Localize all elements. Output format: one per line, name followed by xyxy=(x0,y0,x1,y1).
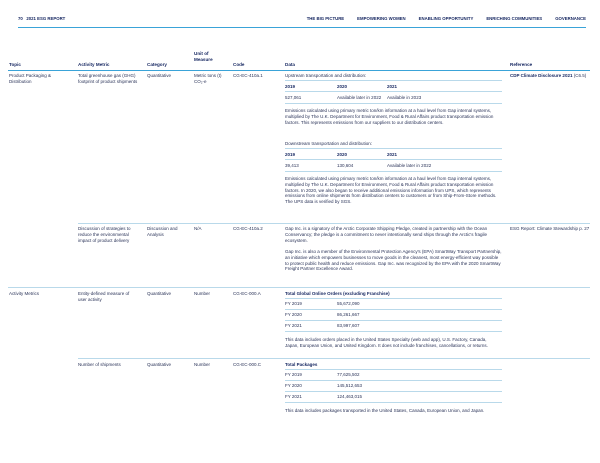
divider xyxy=(285,91,502,92)
value: 130,604 xyxy=(337,163,354,168)
value: Available later in 2022 xyxy=(337,95,382,100)
page-header xyxy=(0,16,600,26)
nav-enriching-communities[interactable]: ENRICHING COMMUNITIES xyxy=(486,16,543,21)
r4-unit: Number xyxy=(194,362,211,367)
r1-upstream-note: Emissions calculated using primary metric ton/km information at a haul level from Gap internal systems, multiplied by The U.K. Department for Environment, Food & Rural Affairs product transportation emission factors. This represents emissions from our suppliers to our distribution centers. xyxy=(285,108,494,125)
r1-upstream-years xyxy=(285,84,397,90)
year: 2020 xyxy=(337,152,348,157)
r3-topic: Activity Metrics xyxy=(9,291,40,296)
col-category: Category xyxy=(147,62,167,67)
year: 2021 xyxy=(387,84,398,89)
divider xyxy=(285,380,502,381)
year: 2019 xyxy=(285,84,296,89)
nav-big-picture[interactable]: THE BIG PICTURE xyxy=(306,16,345,21)
r3-unit: Number xyxy=(194,291,211,296)
r4-row xyxy=(285,383,362,389)
r3-row xyxy=(285,312,360,318)
nav-empowering-women[interactable]: EMPOWERING WOMEN xyxy=(357,16,406,21)
col-code: Code xyxy=(233,62,245,67)
r3-row xyxy=(285,301,360,307)
r1-downstream-years xyxy=(285,152,397,158)
divider xyxy=(285,369,502,370)
year: FY 2020 xyxy=(285,383,302,388)
r3-title: Total Global Online Orders (excluding Franchise) xyxy=(285,291,390,296)
value: 39,413 xyxy=(285,163,299,168)
col-topic: Topic xyxy=(9,62,21,67)
r1-downstream-title: Downstream transportation and distribution: xyxy=(285,141,373,146)
value: Available later in 2022 xyxy=(387,163,432,168)
r2-para2: Gap Inc. is also a member of the Environmental Protection Agency's (EPA) SmartWay Transport Partnership, an initiative which empowers businesses to move goods in the cleanest, most energy-efficient way possible to protect public health and reduce emissions. Gap Inc. was recognized by the EPA with the 2020 SmartWay Freight Partner Excellence Award. xyxy=(285,249,502,272)
table-header-rule xyxy=(8,70,590,71)
report-title: 2021 ESG REPORT xyxy=(26,16,66,21)
col-reference: Reference xyxy=(510,62,533,67)
r1-upstream-title: Upstream transportation and distribution: xyxy=(285,73,367,78)
row-divider xyxy=(78,223,590,224)
r1-unit: Metric tons (t) CO₂-e xyxy=(194,73,222,84)
value: 86,261,667 xyxy=(337,312,360,317)
r1-reference-tail: (C6.5) xyxy=(573,73,587,78)
r3-code: CG-EC-000.A xyxy=(233,291,261,296)
divider xyxy=(285,159,502,160)
r2-code: CG-EC-410a.2 xyxy=(233,226,263,231)
r3-category: Quantitative xyxy=(147,291,172,296)
year: 2021 xyxy=(387,152,398,157)
nav-enabling-opportunity[interactable]: ENABLING OPPORTUNITY xyxy=(418,16,474,21)
r3-metric: Entity-defined measure of user activity xyxy=(78,291,130,302)
year: FY 2021 xyxy=(285,394,302,399)
divider xyxy=(285,320,502,321)
r4-code: CG-EC-000.C xyxy=(233,362,262,367)
page-number: 70 xyxy=(18,16,23,21)
r1-upstream-values xyxy=(285,95,421,101)
year: 2019 xyxy=(285,152,296,157)
col-metric: Activity Metric xyxy=(78,62,110,67)
divider xyxy=(285,391,502,392)
r2-metric: Discussion of strategies to reduce the environmental impact of product delivery xyxy=(78,226,131,243)
r1-category: Quantitative xyxy=(147,73,172,78)
divider xyxy=(285,402,502,403)
r1-topic: Product Packaging & Distribution xyxy=(9,73,52,84)
r1-reference xyxy=(510,73,592,79)
r1-metric: Total greenhouse gas (GHG) footprint of product shipments xyxy=(78,73,138,84)
r1-code: CG-EC-410a.1 xyxy=(233,73,263,78)
r1-downstream-note: Emissions calculated using primary metric ton/km information at a haul level from Gap internal systems, multiplied by The U.K. Department for Environment, Food & Rural Affairs product transportation emission factors. In 2020, we also began to receive additional emissions information from UPS, which represents emissions from online shipments from distribution centers to customers or from Ship-From-Store methods. The UPS data is verified by SGS. xyxy=(285,176,497,205)
year: FY 2019 xyxy=(285,301,302,306)
divider xyxy=(285,148,502,149)
page-id xyxy=(18,16,65,21)
value: 83,997,607 xyxy=(337,323,360,328)
value: 77,625,502 xyxy=(337,372,360,377)
r2-reference: ESG Report: Climate Stewardship p. 27 xyxy=(510,226,590,231)
value: 124,463,015 xyxy=(337,394,363,399)
nav-governance[interactable]: GOVERNANCE xyxy=(555,16,586,21)
divider xyxy=(285,171,502,172)
col-unit: Unit of Measure xyxy=(194,51,213,62)
value: Available in 2023 xyxy=(387,95,422,100)
year: 2020 xyxy=(337,84,348,89)
r4-metric: Number of shipments xyxy=(78,362,121,367)
year: FY 2021 xyxy=(285,323,302,328)
r4-title: Total Packages xyxy=(285,362,318,367)
divider xyxy=(285,298,502,299)
value: 55,672,090 xyxy=(337,301,360,306)
row-divider xyxy=(78,358,590,359)
value: 527,061 xyxy=(285,95,302,100)
r1-downstream-values xyxy=(285,163,431,169)
r4-row xyxy=(285,394,362,400)
value: 145,512,653 xyxy=(337,383,363,388)
year: FY 2020 xyxy=(285,312,302,317)
r2-para1: Gap Inc. is a signatory of the Arctic Corporate Shipping Pledge, created in partnership with the Ocean Conservancy; the pledge is a commitment to never intentionally send ships through the Arctic's fragile ecosystem. xyxy=(285,226,488,243)
r3-note: This data includes orders placed in the United States Specialty (web and app), U.S. Factory, Canada, Japan, European Union, and United Kingdom. It does not include franchises, cancellations, or returns. xyxy=(285,337,488,348)
divider xyxy=(285,103,502,104)
header-divider xyxy=(18,27,586,28)
r4-category: Quantitative xyxy=(147,362,172,367)
r1-reference-bold: CDP Climate Disclosure 2021 xyxy=(510,73,573,78)
row-divider xyxy=(8,287,590,288)
divider xyxy=(285,331,502,332)
section-nav xyxy=(294,16,586,21)
divider xyxy=(285,309,502,310)
r2-unit: N/A xyxy=(194,226,202,231)
r4-note: This data includes packages transported in the United States, Canada, European Union, and Japan. xyxy=(285,408,485,413)
col-data: Data xyxy=(285,62,295,67)
r4-row xyxy=(285,372,360,378)
r3-row xyxy=(285,323,360,329)
divider xyxy=(285,80,502,81)
year: FY 2019 xyxy=(285,372,302,377)
r2-category: Discussion and Analysis xyxy=(147,226,178,237)
